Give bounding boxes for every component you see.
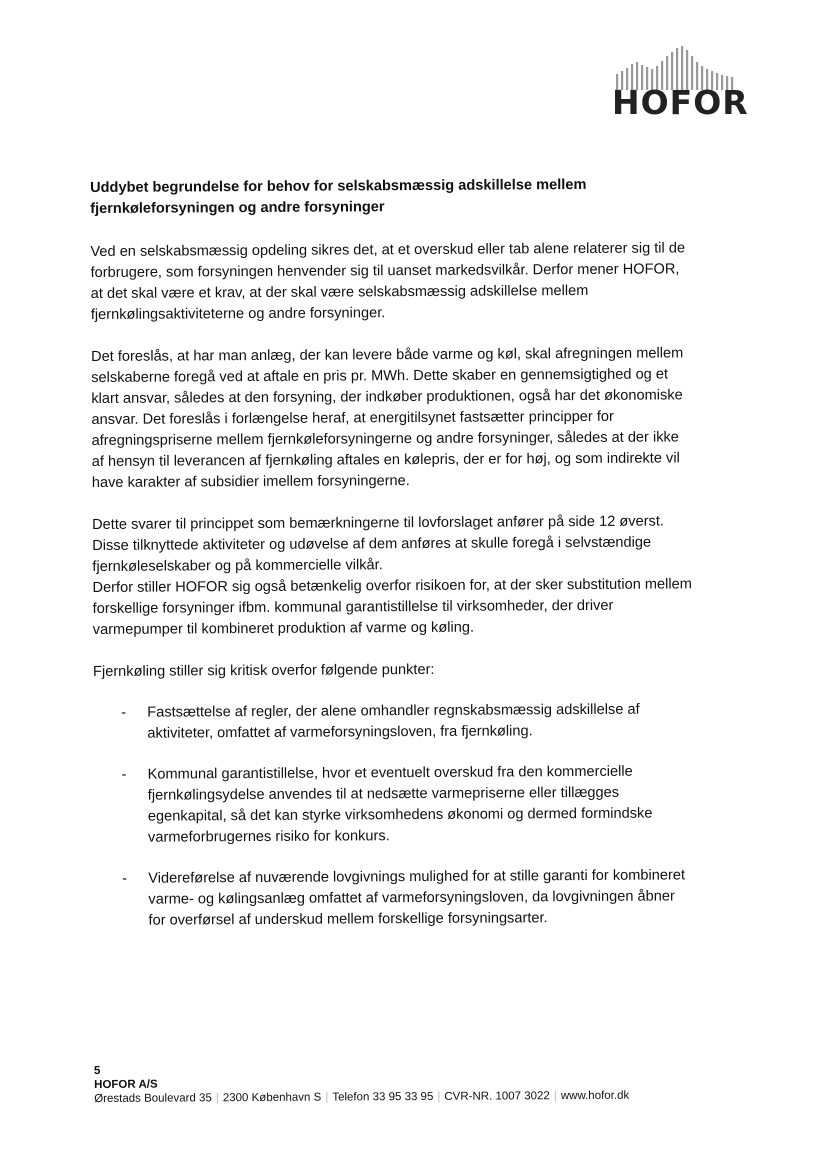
footer-address: Ørestads Boulevard 35 (94, 1092, 212, 1105)
footer-city: 2300 København S (222, 1091, 322, 1105)
points-list (93, 699, 694, 932)
paragraph-2: Det foreslås, at har man anlæg, der kan levere både varme og køl, skal afregningen mellem selskaberne foregå ved at aftale en pris pr. MWh. Dette skaber en gennemsigtighed og et klart ansvar, således at den forsyning, der indkøber produktionen, også har det økonomiske ansvar. Det foreslås i forlængelse heraf, at energitilsynet fastsætter principper for afregningspriserne mellem fjernkøleforsyningerne og andre forsyninger, således at der ikke af hensyn til leverancen af fjernkøling aftales en kølepris, der er for høj, og som indirekte vil have karakter af subsidier imellem forsyningerne. (91, 345, 684, 491)
footer-cvr: CVR-NR. 1007 3022 (444, 1090, 550, 1103)
paragraph-4: Derfor stiller HOFOR sig også betænkelig overfor risikoen for, at der sker substitution mellem forskellige forsyninger ifbm. kommunal garantistillelse til virksomheder, der driver varmepumper til kombineret produktion af varme og køling. (92, 576, 692, 638)
document-heading: Uddybet begrundelse for behov for selskabsmæssig adskillelse mellem fjernkøleforsyningen og andre forsyninger (90, 176, 587, 217)
paragraph-5: Fjernkøling stiller sig kritisk overfor følgende punkter: (92, 661, 435, 680)
company-name: HOFOR A/S (94, 1078, 158, 1091)
paragraph-3: Dette svarer til princippet som bemærkningerne til lovforslaget anfører på side 12 øverst. Disse tilknyttede aktiviteter og udøvelse af dem anføres at skulle foregå i selvstændige fjernkøleselskaber og på kommercielle vilkår. (92, 513, 665, 575)
list-item-text: Kommunal garantistillelse, hvor et eventuelt overskud fra den kommercielle fjernkølingsydelse anvendes til at nedsætte varmepriserne eller tillægges egenkapital, så det kan styrke virksomhedens økonomi og dermed formindske varmeforbrugernes risiko for konkurs. (147, 763, 653, 846)
list-item-text: Videreførelse af nuværende lovgivnings mulighed for at stille garanti for kombineret varme- og kølingsanlæg omfattet af varmeforsyningsloven, da lovgivningen åbner for overførsel af underskud mellem forskellige forsyningsarter. (148, 867, 686, 929)
list-item (94, 761, 695, 849)
separator: | (325, 1091, 329, 1104)
list-item (94, 865, 694, 932)
bullet-dash: - (121, 704, 127, 721)
footer-phone: Telefon 33 95 33 95 (332, 1090, 434, 1104)
page-number: 5 (94, 1064, 101, 1077)
bullet-dash: - (122, 870, 128, 887)
separator: | (437, 1090, 441, 1103)
list-item-text: Fastsættelse af regler, der alene omhandler regnskabsmæssig adskillelse af aktiviteter, omfattet af varmeforsyningsloven, fra fjernkøling. (147, 701, 640, 742)
separator: | (215, 1092, 219, 1105)
footer-contact-line (94, 1088, 694, 1106)
document-body (90, 174, 695, 952)
separator: | (553, 1090, 557, 1103)
paragraph-1: Ved en selskabsmæssig opdeling sikres det, at et overskud eller tab alene relaterer sig til de forbrugere, som forsyningen henvender sig til uanset markedsvilkår. Derfor mener HOFOR, at det skal være et krav, at der skal være selskabsmæssig adskillelse mellem fjernkølingsaktiviteterne og andre forsyninger. (90, 240, 686, 323)
page-footer (94, 1060, 694, 1106)
footer-website-link[interactable]: www.hofor.dk (560, 1089, 630, 1103)
list-item (93, 699, 693, 745)
bullet-dash: - (121, 766, 127, 783)
hofor-logo (612, 44, 749, 124)
logo-text: HOFOR (612, 83, 749, 122)
